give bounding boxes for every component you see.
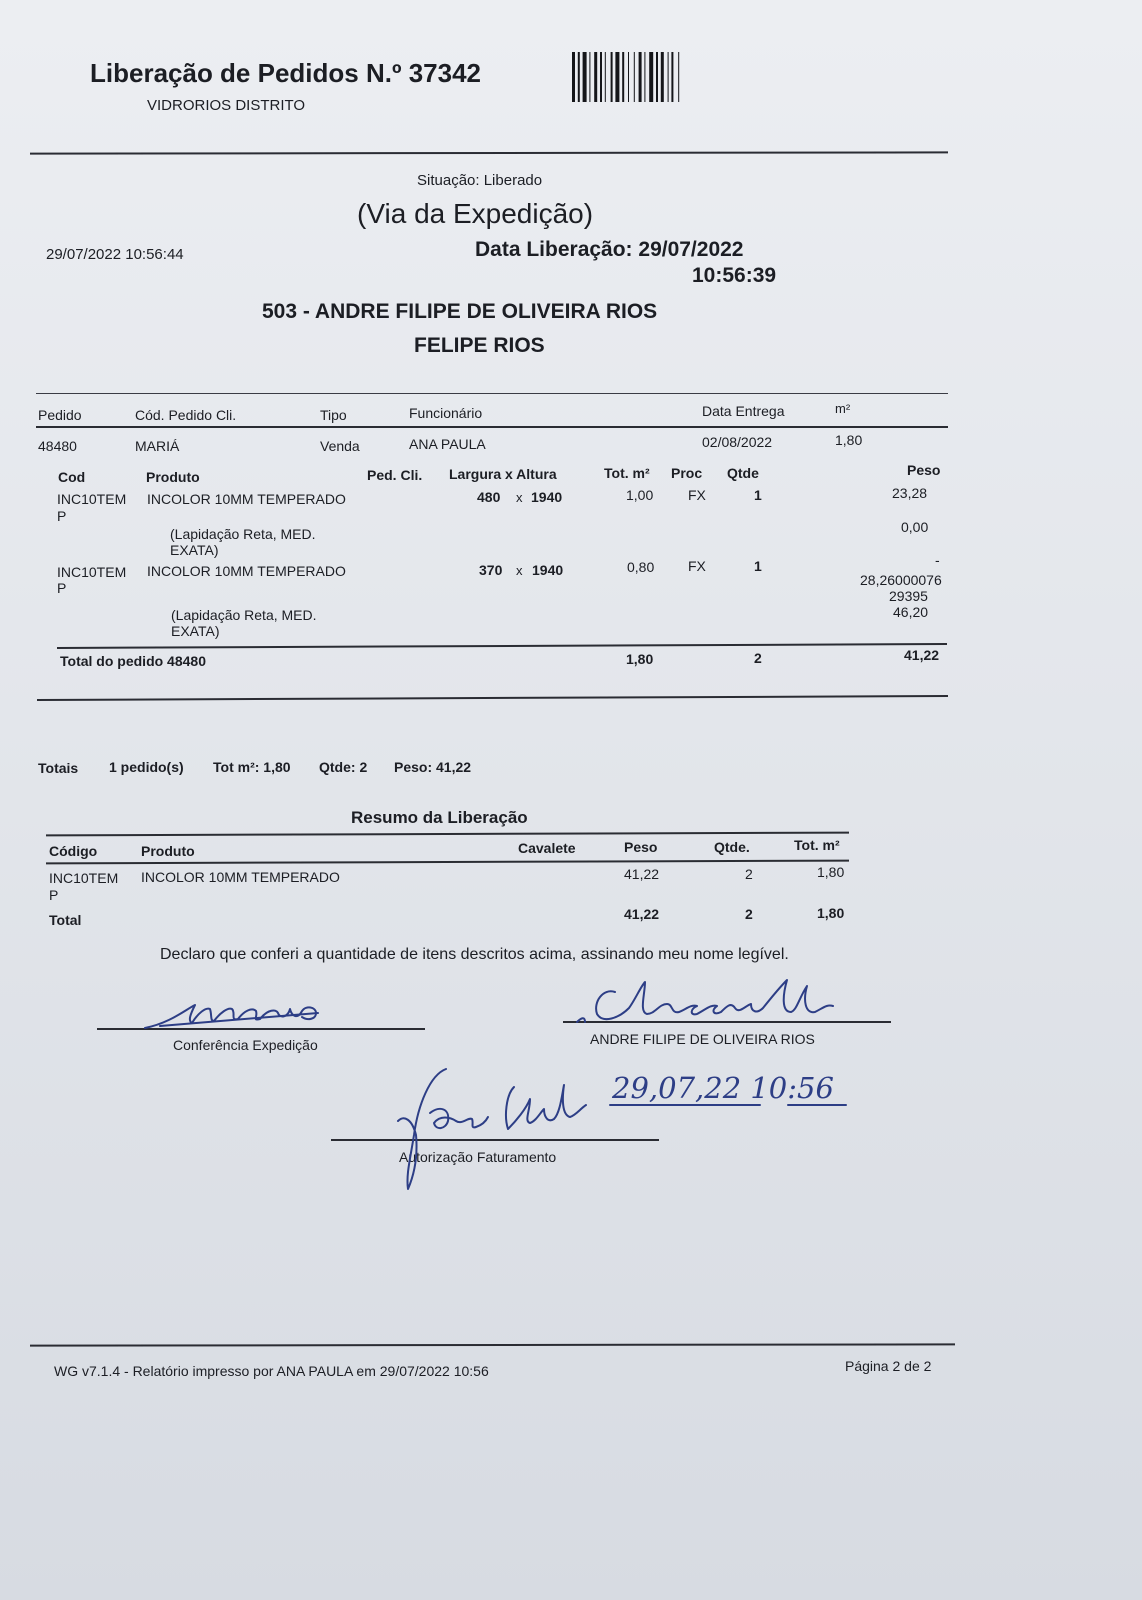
- item-1-note-peso: 0,00: [901, 519, 929, 535]
- handwritten-date-time: [608, 1068, 873, 1118]
- barcode-bar: [671, 52, 673, 102]
- item-1-produto: INCOLOR 10MM TEMPERADO: [147, 491, 346, 507]
- signature-label-faturamento: Autorização Faturamento: [399, 1149, 557, 1165]
- order-table-top-line: [36, 393, 948, 394]
- barcode-bar: [594, 52, 597, 102]
- summary-header-tot-m2: Tot. m²: [794, 837, 840, 853]
- handwritten-date-text: 29,07,22 10:56: [612, 1071, 834, 1105]
- barcode-bar: [583, 52, 587, 102]
- footer-report-info: WG v7.1.4 - Relatório impresso por ANA PAULA em 29/07/2022 10:56: [54, 1363, 489, 1379]
- item-1-qtde: 1: [754, 487, 762, 503]
- totals-tot-m2: Tot m²: 1,80: [213, 759, 291, 775]
- signature-label-client: ANDRE FILIPE DE OLIVEIRA RIOS: [590, 1031, 815, 1047]
- summary-total-label: Total: [49, 912, 82, 928]
- totals-pedidos: 1 pedido(s): [109, 759, 184, 775]
- barcode-bar: [644, 52, 645, 102]
- document-title: Liberação de Pedidos N.º 37342: [90, 58, 481, 88]
- items-total-peso: 41,22: [904, 647, 940, 663]
- items-header-dims: Largura x Altura: [449, 466, 557, 482]
- item-2-produto: INCOLOR 10MM TEMPERADO: [147, 563, 346, 579]
- handwritten-signature-faturamento: [390, 1065, 600, 1195]
- footer-line: [30, 1343, 955, 1346]
- item-1-tot-m2: 1,00: [626, 487, 654, 503]
- items-total-line: [57, 643, 947, 649]
- items-header-peso: Peso: [907, 462, 941, 478]
- summary-header-line: [46, 860, 849, 865]
- order-table-header-line: [36, 426, 948, 428]
- signature-label-expedicao: Conferência Expedição: [173, 1037, 318, 1053]
- barcode-bar: [656, 52, 658, 102]
- summary-tot-m2: 1,80: [817, 864, 845, 880]
- barcode-bar: [628, 52, 629, 102]
- status-text: Situação: Liberado: [417, 172, 543, 189]
- summary-qtde: 2: [745, 866, 753, 882]
- item-2-proc: FX: [688, 558, 706, 574]
- col-header-pedido: Pedido: [38, 407, 82, 423]
- item-1-largura: 480: [477, 489, 501, 505]
- summary-header-codigo: Código: [49, 843, 98, 859]
- item-2-peso-cont: 29395: [889, 588, 928, 604]
- totals-peso: Peso: 41,22: [394, 759, 472, 775]
- item-1-altura: 1940: [531, 489, 563, 505]
- header-divider: [30, 151, 948, 154]
- items-total-m2: 1,80: [626, 651, 654, 667]
- item-2-x: x: [516, 563, 523, 578]
- item-2-altura: 1940: [532, 562, 564, 578]
- order-data-entrega: 02/08/2022: [702, 434, 773, 450]
- printed-timestamp: 29/07/2022 10:56:44: [46, 246, 184, 263]
- summary-peso: 41,22: [624, 866, 660, 882]
- client-nickname: FELIPE RIOS: [414, 334, 545, 357]
- barcode-bar: [678, 52, 679, 102]
- order-cod-pedido-cli: MARIÁ: [135, 438, 180, 454]
- client-name: 503 - ANDRE FILIPE DE OLIVEIRA RIOS: [262, 300, 658, 323]
- items-total-label: Total do pedido 48480: [60, 653, 206, 669]
- order-funcionario: ANA PAULA: [409, 436, 486, 452]
- item-2-qtde: 1: [754, 558, 762, 574]
- item-2-peso-dash: -: [935, 552, 940, 568]
- item-1-proc: FX: [688, 487, 706, 503]
- barcode-bar: [668, 52, 669, 102]
- items-bottom-line: [37, 695, 948, 701]
- summary-header-qtde: Qtde.: [714, 839, 750, 855]
- items-header-tot-m2: Tot. m²: [604, 465, 650, 481]
- item-1-cod: INC10TEM: [57, 491, 127, 507]
- summary-total-tot-m2: 1,80: [817, 905, 845, 921]
- item-2-largura: 370: [479, 562, 503, 578]
- item-2-note-peso: 46,20: [893, 604, 929, 620]
- item-2-tot-m2: 0,80: [627, 559, 655, 575]
- barcode-bar: [649, 52, 653, 102]
- items-total-qtde: 2: [754, 650, 762, 666]
- item-1-note: (Lapidação Reta, MED.: [170, 526, 316, 542]
- declaration-text: Declaro que conferi a quantidade de itens descritos acima, assinando meu nome legível.: [160, 946, 789, 963]
- item-2-cod-cont: P: [57, 580, 67, 596]
- order-pedido: 48480: [38, 438, 77, 454]
- company-name: VIDRORIOS DISTRITO: [147, 97, 306, 114]
- summary-header-cavalete: Cavalete: [518, 840, 576, 856]
- item-2-note-cont: EXATA): [171, 623, 220, 639]
- summary-title: Resumo da Liberação: [351, 808, 528, 827]
- order-tipo: Venda: [320, 438, 360, 454]
- items-header-qtde: Qtde: [727, 465, 759, 481]
- handwritten-signature-expedicao: [140, 995, 340, 1035]
- order-m2: 1,80: [835, 432, 863, 448]
- item-1-cod-cont: P: [57, 508, 67, 524]
- barcode-bar: [622, 52, 624, 102]
- summary-codigo-cont: P: [49, 887, 59, 903]
- item-1-note-cont: EXATA): [170, 542, 219, 558]
- items-header-produto: Produto: [146, 469, 200, 485]
- col-header-m2: m²: [835, 401, 851, 416]
- barcode-bar: [572, 52, 575, 102]
- summary-total-qtde: 2: [745, 906, 753, 922]
- barcode-bar: [600, 52, 602, 102]
- item-2-cod: INC10TEM: [57, 564, 127, 580]
- totals-qtde: Qtde: 2: [319, 759, 368, 775]
- barcode-bar: [615, 52, 619, 102]
- item-1-x: x: [516, 490, 523, 505]
- totals-label: Totais: [38, 760, 79, 776]
- barcode-bar: [605, 52, 606, 102]
- item-1-peso: 23,28: [892, 485, 928, 501]
- barcode-bar: [578, 52, 580, 102]
- barcode-bar: [661, 52, 664, 102]
- release-date: Data Liberação: 29/07/2022: [475, 238, 744, 261]
- barcode-bar: [634, 52, 635, 102]
- summary-top-line: [46, 832, 849, 837]
- col-header-funcionario: Funcionário: [409, 405, 483, 421]
- summary-codigo: INC10TEM: [49, 870, 119, 886]
- summary-produto: INCOLOR 10MM TEMPERADO: [141, 869, 340, 885]
- col-header-cod-pedido-cli: Cód. Pedido Cli.: [135, 407, 237, 423]
- items-header-proc: Proc: [671, 465, 703, 481]
- summary-header-peso: Peso: [624, 839, 658, 855]
- barcode-bar: [611, 52, 613, 102]
- barcode-bar: [589, 52, 590, 102]
- col-header-data-entrega: Data Entrega: [702, 403, 785, 419]
- footer-page-number: Página 2 de 2: [845, 1358, 932, 1374]
- summary-total-peso: 41,22: [624, 906, 660, 922]
- item-2-note: (Lapidação Reta, MED.: [171, 607, 317, 623]
- items-header-ped-cli: Ped. Cli.: [367, 467, 423, 483]
- handwritten-signature-client: [575, 978, 850, 1028]
- via-title: (Via da Expedição): [357, 198, 594, 229]
- barcode: [572, 52, 736, 102]
- summary-header-produto: Produto: [141, 843, 195, 859]
- items-header-cod: Cod: [58, 469, 86, 485]
- col-header-tipo: Tipo: [320, 407, 347, 423]
- barcode-bar: [639, 52, 642, 102]
- item-2-peso: 28,26000076: [860, 572, 942, 588]
- release-time: 10:56:39: [692, 264, 777, 287]
